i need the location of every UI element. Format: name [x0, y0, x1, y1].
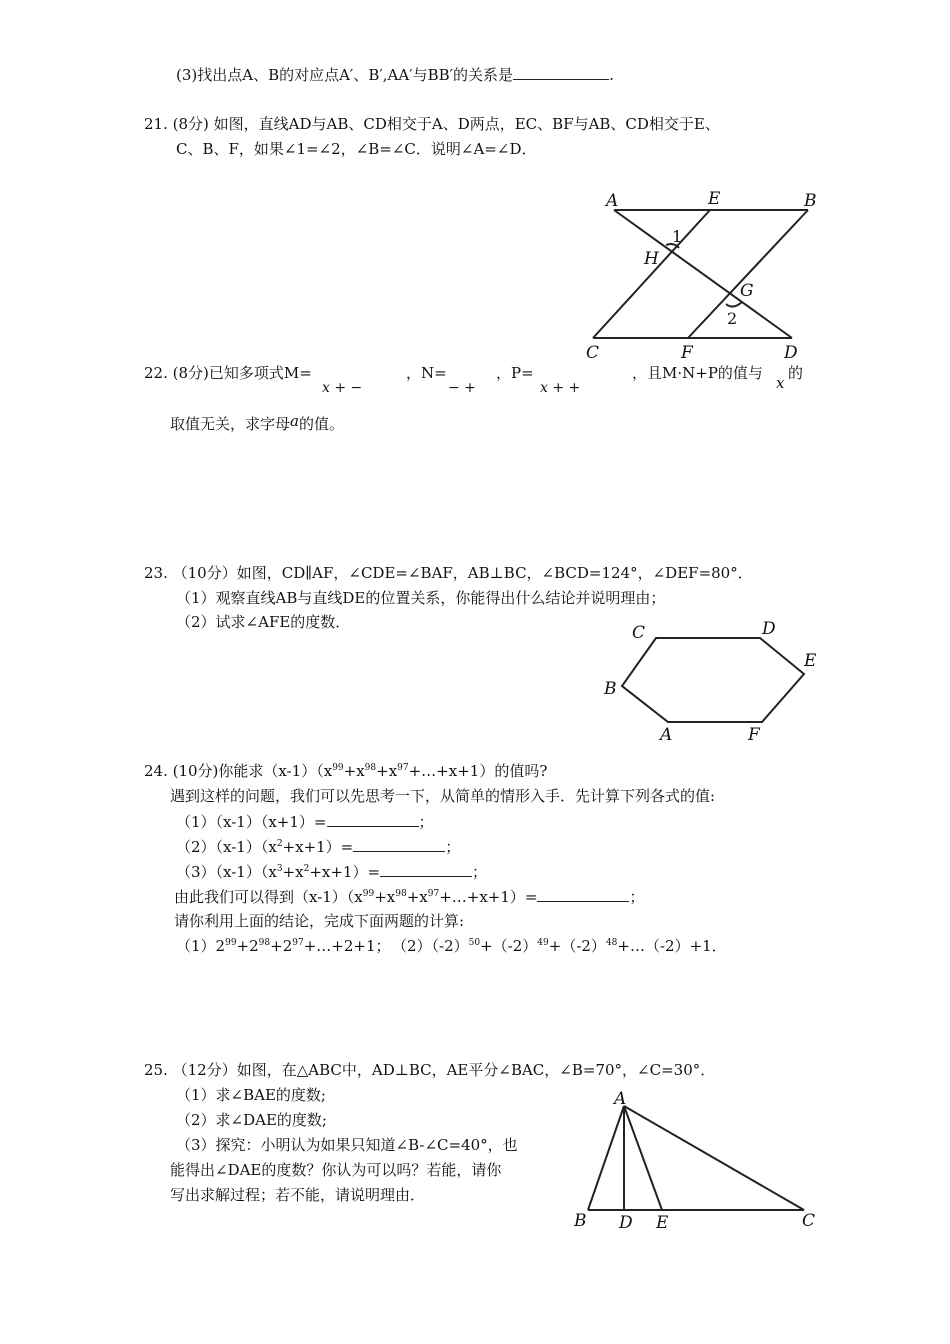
q25-item3-line3: 写出求解过程；若不能，请说明理由． — [170, 1186, 426, 1204]
q24-general: 由此我们可以得到$(x-1)(x^{99}+x^{98}+x^{97}+\dots+x+1)=$ ； — [174, 888, 645, 906]
label-C: C — [802, 1211, 816, 1231]
line-AD — [614, 210, 792, 338]
label-A: A — [614, 1089, 627, 1109]
q20-item3: (3)找出点A、B的对应点A′、B′,AA′与BB′的关系是 . — [176, 66, 614, 84]
label-2: 2 — [727, 309, 738, 328]
q25-item3-line2: 能得出∠DAE的度数？你认为可以吗？若能，请你 — [170, 1161, 502, 1179]
q22-a-var: a — [290, 412, 299, 430]
q23-item1: （1）观察直线AB与直线DE的位置关系，你能得出什么结论并说明理由； — [176, 589, 666, 607]
label-B: B — [604, 679, 617, 699]
q22-p-fragment: x + + — [540, 380, 581, 396]
q22-prefix: 22. (8分)已知多项式M= — [144, 364, 312, 382]
label-E: E — [656, 1213, 669, 1233]
q21-line1: 21. (8分) 如图，直线AD与AB、CD相交于A、D两点，EC、BF与AB、CD相交于E、 — [144, 115, 720, 133]
q24-use: 请你利用上面的结论，完成下面两题的计算: — [174, 912, 465, 930]
q25-item3-line1: （3）探究：小明认为如果只知道∠B-∠C=40°，也 — [176, 1136, 518, 1154]
q22-m-fragment: x + − — [322, 380, 363, 396]
hexagon — [622, 638, 804, 722]
q24-problem1: $(1)2^{99}+2^{98}+2^{97}+\dots+2+1$； — [176, 937, 391, 955]
q23-line1: 23. （10分）如图，CD∥AF，∠CDE=∠BAF，AB⊥BC，∠BCD=124°，∠DEF=80°． — [144, 564, 753, 582]
line-CE — [593, 210, 710, 338]
q22-tail2: 的 — [788, 364, 804, 382]
label-A: A — [660, 725, 673, 745]
answer-blank[interactable] — [353, 836, 445, 852]
q22-n-fragment: − + — [448, 380, 476, 396]
q24-intro: 遇到这样的问题，我们可以先思考一下，从简单的情形入手．先计算下列各式的值: — [170, 787, 716, 805]
q20-item3-text: (3)找出点A、B的对应点A′、B′,AA′与BB′的关系是 — [176, 66, 514, 84]
q21-line2: C、B、F，如果∠1=∠2，∠B=∠C．说明∠A=∠D． — [176, 140, 537, 158]
q24-title: 24. (10分)你能求$(x-1)(x^{99}+x^{98}+x^{97}+\dots+x+1)$的值吗? — [144, 762, 548, 780]
q22-n-label: ，N= — [406, 364, 447, 382]
q22-line2: 取值无关，求字母a的值。 — [170, 412, 344, 433]
q23-figure — [598, 618, 838, 748]
q24-calc2: $(2)(x-1)(x^2+x+1)=$ ； — [176, 838, 461, 856]
q25-line1: 25. （12分）如图，在△ABC中，AD⊥BC，AE平分∠BAC，∠B=70°，∠C=30°． — [144, 1061, 716, 1079]
q21-figure — [580, 186, 830, 362]
label-E: E — [708, 189, 721, 209]
line-FB — [688, 210, 808, 338]
q24-calc1: （1）（x-1）（x+1）= ； — [176, 813, 434, 831]
label-C: C — [586, 343, 600, 363]
label-F: F — [681, 343, 693, 363]
label-D: D — [762, 619, 776, 639]
answer-blank[interactable] — [380, 861, 472, 877]
line-AB — [588, 1106, 624, 1210]
label-D: D — [619, 1213, 633, 1233]
answer-blank[interactable] — [327, 811, 419, 827]
label-A: A — [606, 191, 619, 211]
label-C: C — [632, 623, 646, 643]
label-B: B — [574, 1211, 587, 1231]
q25-item1: （1）求∠BAE的度数; — [176, 1086, 326, 1104]
q22-x-var: x — [776, 374, 785, 392]
label-G: G — [740, 281, 754, 301]
q23-item2: （2）试求∠AFE的度数． — [176, 613, 351, 631]
q22-p-label: ，P= — [496, 364, 534, 382]
label-F: F — [748, 725, 760, 745]
line-AE — [624, 1106, 662, 1210]
label-B: B — [804, 191, 817, 211]
label-1: 1 — [672, 227, 683, 246]
q25-item2: （2）求∠DAE的度数; — [176, 1111, 327, 1129]
line-AC — [624, 1106, 804, 1210]
q22-tail1: ，且M·N+P的值与 — [632, 364, 763, 382]
answer-blank[interactable] — [513, 64, 609, 80]
label-H: H — [644, 249, 659, 269]
q24-calc3: $(3)(x-1)(x^3+x^2+x+1)=$ ； — [176, 863, 488, 881]
label-D: D — [784, 343, 798, 363]
q25-figure — [568, 1088, 828, 1238]
label-E: E — [804, 651, 817, 671]
q24-problem2: $(2)(-2)^{50}+(-2)^{49}+(-2)^{48}+\dots(-2)+1$． — [392, 937, 727, 955]
answer-blank[interactable] — [537, 886, 629, 902]
angle-2-arc — [726, 302, 742, 307]
